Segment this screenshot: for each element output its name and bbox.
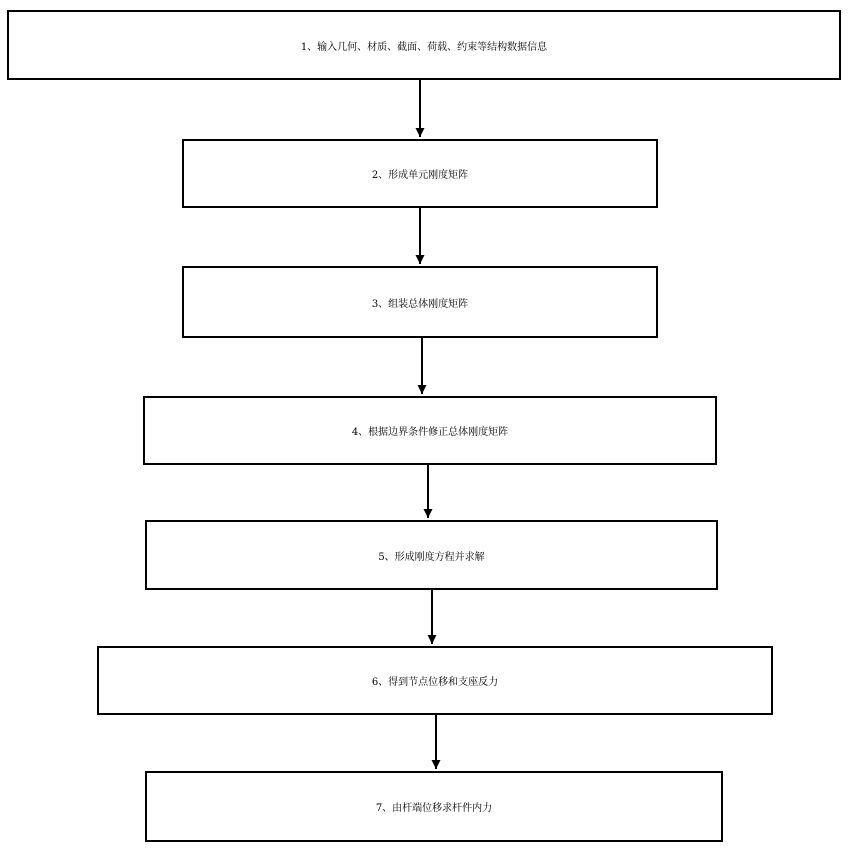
step-1-input-structure-data: 1、输入几何、材质、截面、荷载、约束等结构数据信息	[7, 10, 841, 80]
step-2-element-stiffness-matrix: 2、形成单元刚度矩阵	[182, 139, 658, 208]
step-5-solve-stiffness-equations: 5、形成刚度方程并求解	[145, 520, 718, 590]
step-6-nodal-displacements-reactions: 6、得到节点位移和支座反力	[97, 646, 773, 715]
step-7-member-internal-forces: 7、由杆端位移求杆件内力	[145, 771, 723, 842]
step-3-assemble-global-stiffness: 3、组装总体刚度矩阵	[182, 266, 658, 338]
step-4-apply-boundary-conditions: 4、根据边界条件修正总体刚度矩阵	[143, 396, 717, 465]
